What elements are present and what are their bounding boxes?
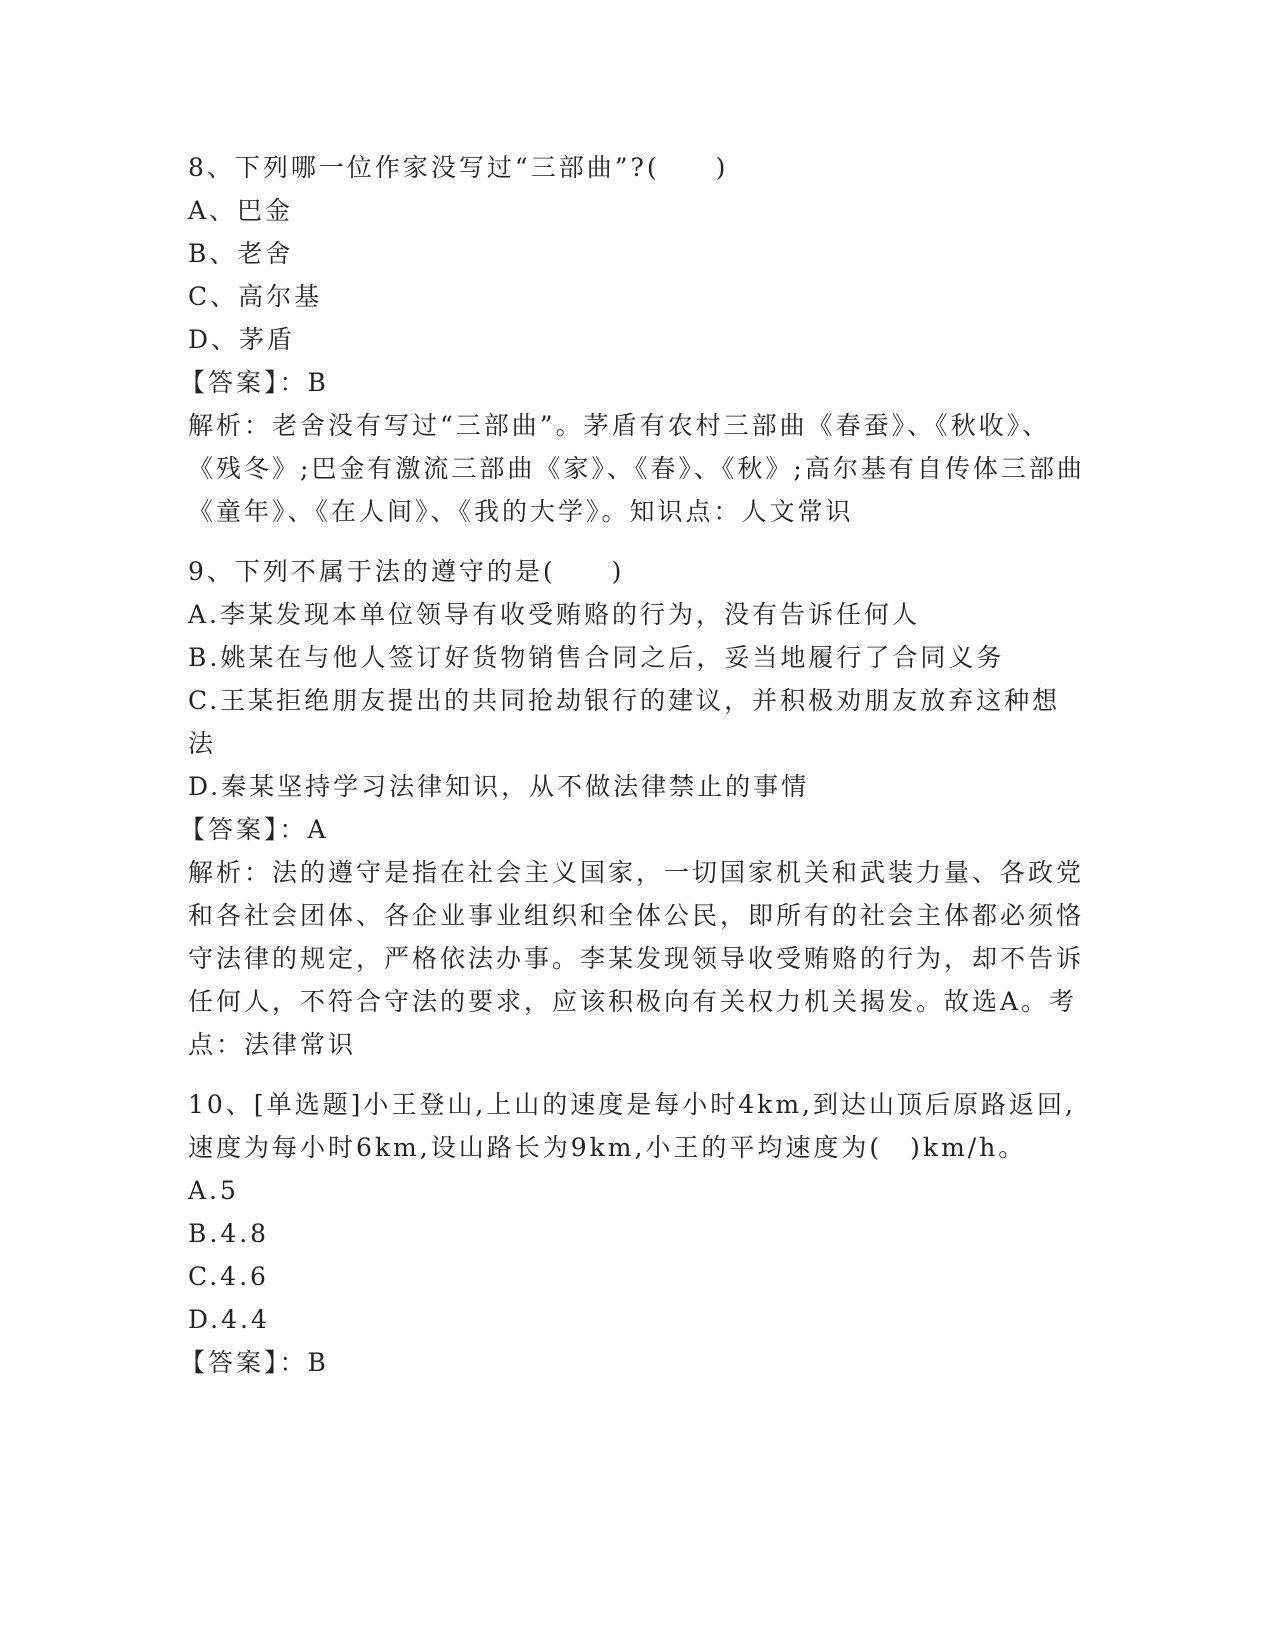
option-b: B、老舍	[188, 239, 294, 268]
option-c: C.4.6	[188, 1262, 269, 1291]
question-8	[180, 146, 1088, 533]
option-d: D.秦某坚持学习法律知识，从不做法律禁止的事情	[188, 772, 810, 801]
option-a: A、巴金	[188, 196, 294, 225]
question-stem: 9、下列不属于法的遵守的是( )	[188, 557, 625, 586]
question-10	[180, 1083, 1088, 1384]
explanation-text: 解析：老舍没有写过“三部曲”。茅盾有农村三部曲《春蚕》、《秋收》、《残冬》;巴金有激流三部曲《家》、《春》、《秋》;高尔基有自传体三部曲《童年》、《在人间》、《我的大学》。知识点：人文常识	[188, 411, 1085, 526]
option-a: A.5	[188, 1176, 239, 1205]
answer-text: 【答案】：A	[180, 815, 329, 844]
explanation-text: 解析：法的遵守是指在社会主义国家，一切国家机关和武装力量、各政党和各社会团体、各企业事业组织和全体公民，即所有的社会主体都必须恪守法律的规定，严格依法办事。李某发现领导收受贿赂的行为，却不告诉任何人，不符合守法的要求，应该积极向有关权力机关揭发。故选A。考点：法律常识	[188, 858, 1085, 1059]
option-b: B.4.8	[188, 1219, 270, 1248]
option-a: A.李某发现本单位领导有收受贿赂的行为，没有告诉任何人	[188, 600, 921, 629]
option-d: D.4.4	[188, 1305, 270, 1334]
option-c: C、高尔基	[188, 282, 323, 311]
question-9	[180, 550, 1088, 1066]
question-list	[180, 146, 1088, 1384]
option-b: B.姚某在与他人签订好货物销售合同之后，妥当地履行了合同义务	[188, 643, 1005, 672]
answer-text: 【答案】：B	[180, 368, 329, 397]
option-c: C.王某拒绝朋友提出的共同抢劫银行的建议，并积极劝朋友放弃这种想法	[188, 686, 1061, 758]
question-stem: 8、下列哪一位作家没写过“三部曲”?( )	[188, 153, 729, 182]
question-stem: 10、[单选题]小王登山,上山的速度是每小时4km,到达山顶后原路返回,速度为每小时6km,设山路长为9km,小王的平均速度为( )km/h。	[188, 1090, 1076, 1162]
option-d: D、茅盾	[188, 325, 296, 354]
answer-text: 【答案】：B	[180, 1348, 329, 1377]
